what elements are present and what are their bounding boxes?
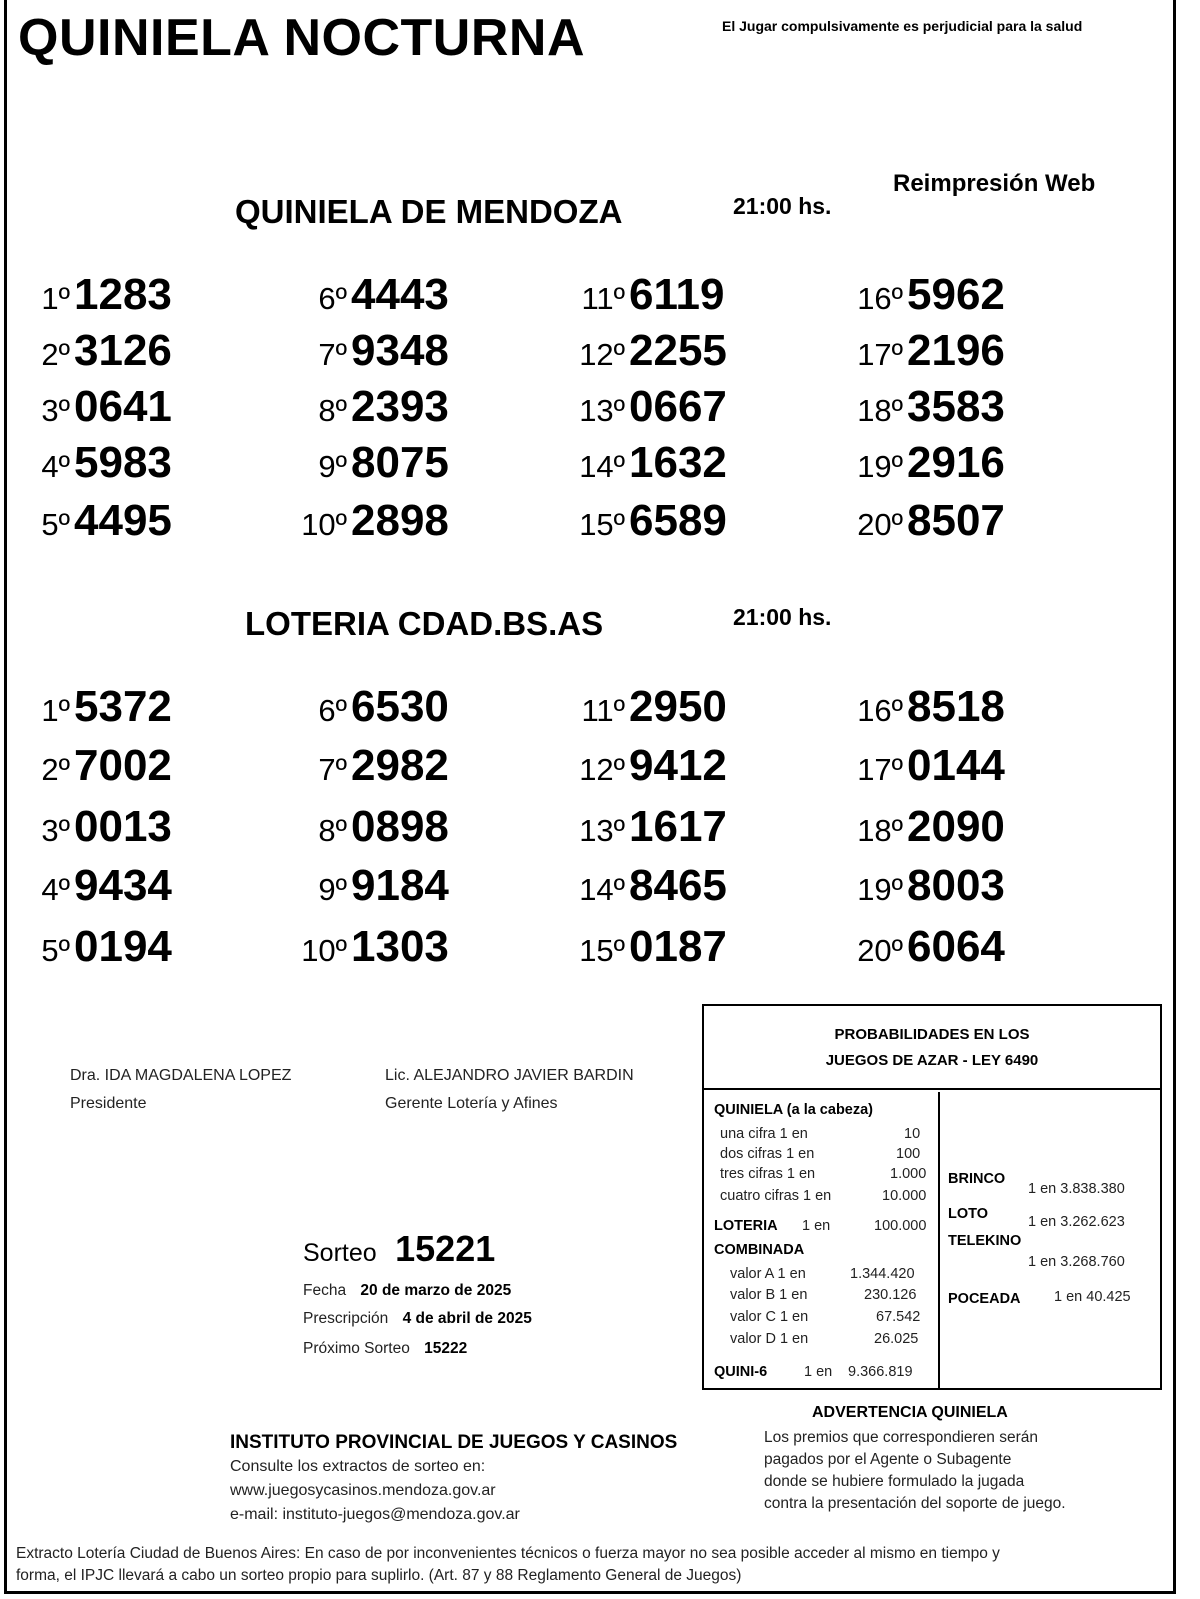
ca-value: 1.344.420 bbox=[850, 1266, 915, 1282]
result-position: 17º bbox=[857, 752, 903, 787]
result-number: 2982 bbox=[351, 741, 449, 790]
result-number: 5983 bbox=[74, 438, 172, 487]
result-position: 6º bbox=[318, 281, 347, 316]
result-number: 9434 bbox=[74, 861, 172, 910]
result-number: 0144 bbox=[907, 741, 1005, 790]
result-number: 6119 bbox=[629, 270, 725, 319]
result-position: 1º bbox=[41, 693, 70, 728]
result-cell bbox=[18, 326, 172, 376]
institute-contact bbox=[230, 1455, 520, 1527]
result-number: 4443 bbox=[351, 270, 449, 319]
result-cell bbox=[851, 382, 1005, 432]
sorteo-block bbox=[303, 1228, 495, 1270]
result-position: 12º bbox=[579, 752, 625, 787]
result-cell bbox=[295, 438, 449, 488]
loteria-prob-en: 1 en bbox=[802, 1218, 831, 1234]
q4-value: 10.000 bbox=[882, 1188, 927, 1204]
result-number: 0013 bbox=[74, 802, 172, 851]
result-cell bbox=[295, 270, 449, 320]
result-cell bbox=[851, 326, 1005, 376]
result-position: 8º bbox=[318, 813, 347, 848]
result-position: 2º bbox=[41, 337, 70, 372]
result-cell bbox=[295, 496, 449, 546]
result-number: 5372 bbox=[74, 682, 172, 731]
result-cell bbox=[851, 496, 1005, 546]
signature-left-role: Presidente bbox=[70, 1095, 147, 1112]
result-cell bbox=[573, 922, 727, 972]
result-cell bbox=[573, 438, 727, 488]
result-number: 0898 bbox=[351, 802, 449, 851]
result-cell bbox=[851, 438, 1005, 488]
proximo-label: Próximo Sorteo bbox=[303, 1340, 410, 1357]
sorteo-label: Sorteo bbox=[303, 1239, 377, 1267]
result-position: 11º bbox=[581, 281, 625, 316]
result-position: 18º bbox=[857, 393, 903, 428]
probabilities-header bbox=[704, 1006, 1160, 1090]
result-number: 2196 bbox=[907, 326, 1005, 375]
result-number: 2090 bbox=[907, 802, 1005, 851]
result-position: 2º bbox=[41, 752, 70, 787]
bottom-notice bbox=[16, 1543, 1000, 1587]
result-position: 10º bbox=[301, 933, 347, 968]
advert-line-1: Los premios que correspondieren serán bbox=[764, 1429, 1038, 1446]
result-position: 6º bbox=[318, 693, 347, 728]
result-cell bbox=[18, 682, 172, 732]
prescripcion-value: 4 de abril de 2025 bbox=[402, 1310, 532, 1327]
result-number: 0641 bbox=[74, 382, 172, 431]
institute-name: INSTITUTO PROVINCIAL DE JUEGOS Y CASINOS bbox=[230, 1432, 678, 1453]
result-position: 17º bbox=[857, 337, 903, 372]
result-cell bbox=[18, 861, 172, 911]
result-cell bbox=[573, 861, 727, 911]
result-number: 6589 bbox=[629, 496, 727, 545]
fecha-value: 20 de marzo de 2025 bbox=[360, 1282, 512, 1299]
result-number: 1617 bbox=[629, 802, 727, 851]
result-cell bbox=[18, 802, 172, 852]
result-position: 16º bbox=[857, 693, 903, 728]
result-position: 8º bbox=[318, 393, 347, 428]
probabilities-divider bbox=[938, 1092, 940, 1388]
result-cell bbox=[573, 382, 727, 432]
fecha-label: Fecha bbox=[303, 1282, 347, 1299]
result-number: 6530 bbox=[351, 682, 449, 731]
result-cell bbox=[851, 922, 1005, 972]
result-position: 9º bbox=[318, 449, 347, 484]
q3-label: tres cifras 1 en bbox=[720, 1166, 816, 1182]
result-cell bbox=[295, 802, 449, 852]
bottom-notice-line-1: Extracto Lotería Ciudad de Buenos Aires: En caso de por inconvenientes técnicos o fuerza mayor no sea posible acceder al mismo en tiempo y bbox=[16, 1545, 1000, 1562]
probabilities-header-line2: JUEGOS DE AZAR - LEY 6490 bbox=[825, 1052, 1039, 1069]
result-cell bbox=[573, 326, 727, 376]
combinada-title: COMBINADA bbox=[714, 1242, 805, 1258]
telekino-label: TELEKINO bbox=[948, 1233, 1022, 1249]
result-number: 0187 bbox=[629, 922, 727, 971]
signature-left-name: Dra. IDA MAGDALENA LOPEZ bbox=[70, 1067, 292, 1084]
result-cell bbox=[295, 741, 449, 791]
loteria-prob-value: 100.000 bbox=[874, 1218, 927, 1234]
quini6-value: 9.366.819 bbox=[848, 1364, 913, 1380]
bottom-notice-line-2: forma, el IPJC llevará a cabo un sorteo propio para suplirlo. (Art. 87 y 88 Reglamento General de Juegos) bbox=[16, 1567, 742, 1584]
advert-title: ADVERTENCIA QUINIELA bbox=[812, 1404, 1008, 1421]
poceada-value: 1 en 40.425 bbox=[1054, 1289, 1131, 1305]
result-number: 8003 bbox=[907, 861, 1005, 910]
telekino-value: 1 en 3.268.760 bbox=[1028, 1254, 1125, 1270]
result-position: 10º bbox=[301, 507, 347, 542]
q3-value: 1.000 bbox=[890, 1166, 927, 1182]
result-number: 8075 bbox=[351, 438, 449, 487]
result-position: 3º bbox=[41, 813, 70, 848]
result-cell bbox=[295, 682, 449, 732]
result-position: 7º bbox=[318, 752, 347, 787]
mendoza-time: 21:00 hs. bbox=[733, 193, 832, 219]
result-position: 13º bbox=[579, 393, 625, 428]
result-number: 3126 bbox=[74, 326, 172, 375]
result-position: 9º bbox=[318, 872, 347, 907]
consult-text: Consulte los extractos de sorteo en: bbox=[230, 1458, 486, 1475]
cb-label: valor B 1 en bbox=[730, 1287, 808, 1303]
result-cell bbox=[851, 802, 1005, 852]
result-cell bbox=[295, 861, 449, 911]
result-cell bbox=[851, 270, 1005, 320]
advert-line-3: donde se hubiere formulado la jugada bbox=[764, 1473, 1025, 1490]
result-number: 1632 bbox=[629, 438, 727, 487]
signature-left bbox=[70, 1062, 291, 1118]
result-number: 2393 bbox=[351, 382, 449, 431]
loto-value: 1 en 3.262.623 bbox=[1028, 1214, 1125, 1230]
fecha-row bbox=[303, 1282, 511, 1300]
result-position: 4º bbox=[41, 449, 70, 484]
cb-value: 230.126 bbox=[864, 1287, 917, 1303]
result-position: 11º bbox=[581, 693, 625, 728]
result-position: 14º bbox=[579, 449, 625, 484]
result-position: 4º bbox=[41, 872, 70, 907]
result-cell bbox=[851, 682, 1005, 732]
result-position: 20º bbox=[857, 507, 903, 542]
q1-label: una cifra 1 en bbox=[720, 1126, 808, 1142]
advert-text bbox=[764, 1427, 1066, 1515]
email-link[interactable]: e-mail: instituto-juegos@mendoza.gov.ar bbox=[230, 1506, 520, 1523]
brinco-value: 1 en 3.838.380 bbox=[1028, 1181, 1125, 1197]
q4-label: cuatro cifras 1 en bbox=[720, 1188, 832, 1204]
probabilities-header-line1: PROBABILIDADES EN LOS bbox=[834, 1026, 1030, 1043]
loto-label: LOTO bbox=[948, 1206, 989, 1222]
poceada-label: POCEADA bbox=[948, 1291, 1021, 1307]
result-cell bbox=[18, 438, 172, 488]
result-cell bbox=[295, 382, 449, 432]
signature-right bbox=[385, 1062, 634, 1118]
cc-label: valor C 1 en bbox=[730, 1309, 809, 1325]
result-cell bbox=[18, 741, 172, 791]
proximo-value: 15222 bbox=[424, 1340, 468, 1357]
result-number: 4495 bbox=[74, 496, 172, 545]
sorteo-number: 15221 bbox=[395, 1228, 496, 1269]
result-cell bbox=[18, 496, 172, 546]
result-number: 2255 bbox=[629, 326, 727, 375]
q2-label: dos cifras 1 en bbox=[720, 1146, 815, 1162]
result-cell bbox=[573, 682, 727, 732]
quini6-label: QUINI-6 bbox=[714, 1364, 768, 1380]
advert-line-4: contra la presentación del soporte de juego. bbox=[764, 1495, 1066, 1512]
q2-value: 100 bbox=[896, 1146, 921, 1162]
result-position: 14º bbox=[579, 872, 625, 907]
result-number: 1283 bbox=[74, 270, 172, 319]
advert-line-2: pagados por el Agente o Subagente bbox=[764, 1451, 1012, 1468]
website-link[interactable]: www.juegosycasinos.mendoza.gov.ar bbox=[230, 1482, 496, 1499]
result-cell bbox=[18, 922, 172, 972]
result-position: 15º bbox=[579, 933, 625, 968]
proximo-row bbox=[303, 1340, 467, 1358]
page-title: QUINIELA NOCTURNA bbox=[18, 9, 585, 67]
result-cell bbox=[18, 270, 172, 320]
signature-right-role: Gerente Lotería y Afines bbox=[385, 1095, 558, 1112]
result-cell bbox=[851, 741, 1005, 791]
result-position: 5º bbox=[41, 507, 70, 542]
result-position: 5º bbox=[41, 933, 70, 968]
signature-right-name: Lic. ALEJANDRO JAVIER BARDIN bbox=[385, 1067, 634, 1084]
result-number: 9412 bbox=[629, 741, 727, 790]
result-position: 1º bbox=[41, 281, 70, 316]
cd-label: valor D 1 en bbox=[730, 1331, 809, 1347]
result-number: 0667 bbox=[629, 382, 727, 431]
result-number: 5962 bbox=[907, 270, 1005, 319]
result-cell bbox=[573, 741, 727, 791]
result-number: 9348 bbox=[351, 326, 449, 375]
result-position: 18º bbox=[857, 813, 903, 848]
result-cell bbox=[573, 802, 727, 852]
result-position: 20º bbox=[857, 933, 903, 968]
result-position: 19º bbox=[857, 872, 903, 907]
result-number: 2916 bbox=[907, 438, 1005, 487]
result-number: 7002 bbox=[74, 741, 172, 790]
quini6-en: 1 en bbox=[804, 1364, 833, 1380]
result-position: 12º bbox=[579, 337, 625, 372]
prescripcion-label: Prescripción bbox=[303, 1310, 389, 1327]
result-number: 8518 bbox=[907, 682, 1005, 731]
result-number: 2898 bbox=[351, 496, 449, 545]
reprint-label: Reimpresión Web bbox=[893, 170, 1096, 197]
result-number: 0194 bbox=[74, 922, 172, 971]
result-position: 13º bbox=[579, 813, 625, 848]
result-position: 7º bbox=[318, 337, 347, 372]
result-cell bbox=[295, 922, 449, 972]
result-position: 19º bbox=[857, 449, 903, 484]
result-number: 1303 bbox=[351, 922, 449, 971]
result-position: 15º bbox=[579, 507, 625, 542]
prescripcion-row bbox=[303, 1310, 532, 1328]
health-warning: El Jugar compulsivamente es perjudicial para la salud bbox=[722, 18, 1083, 34]
result-cell bbox=[851, 861, 1005, 911]
result-number: 6064 bbox=[907, 922, 1005, 971]
mendoza-title: QUINIELA DE MENDOZA bbox=[235, 193, 623, 230]
cc-value: 67.542 bbox=[876, 1309, 921, 1325]
bsas-time: 21:00 hs. bbox=[733, 604, 832, 630]
result-position: 16º bbox=[857, 281, 903, 316]
result-cell bbox=[573, 496, 727, 546]
quiniela-prob-title: QUINIELA (a la cabeza) bbox=[714, 1102, 874, 1118]
result-number: 3583 bbox=[907, 382, 1005, 431]
ca-label: valor A 1 en bbox=[730, 1266, 806, 1282]
result-number: 8465 bbox=[629, 861, 727, 910]
result-number: 8507 bbox=[907, 496, 1005, 545]
q1-value: 10 bbox=[904, 1126, 921, 1142]
result-cell bbox=[573, 270, 724, 320]
result-position: 3º bbox=[41, 393, 70, 428]
result-cell bbox=[18, 382, 172, 432]
brinco-label: BRINCO bbox=[948, 1171, 1006, 1187]
loteria-prob-label: LOTERIA bbox=[714, 1218, 778, 1234]
bsas-title: LOTERIA CDAD.BS.AS bbox=[245, 605, 604, 642]
result-number: 9184 bbox=[351, 861, 449, 910]
probabilities-box bbox=[702, 1004, 1162, 1390]
result-cell bbox=[295, 326, 449, 376]
cd-value: 26.025 bbox=[874, 1331, 919, 1347]
result-number: 2950 bbox=[629, 682, 727, 731]
